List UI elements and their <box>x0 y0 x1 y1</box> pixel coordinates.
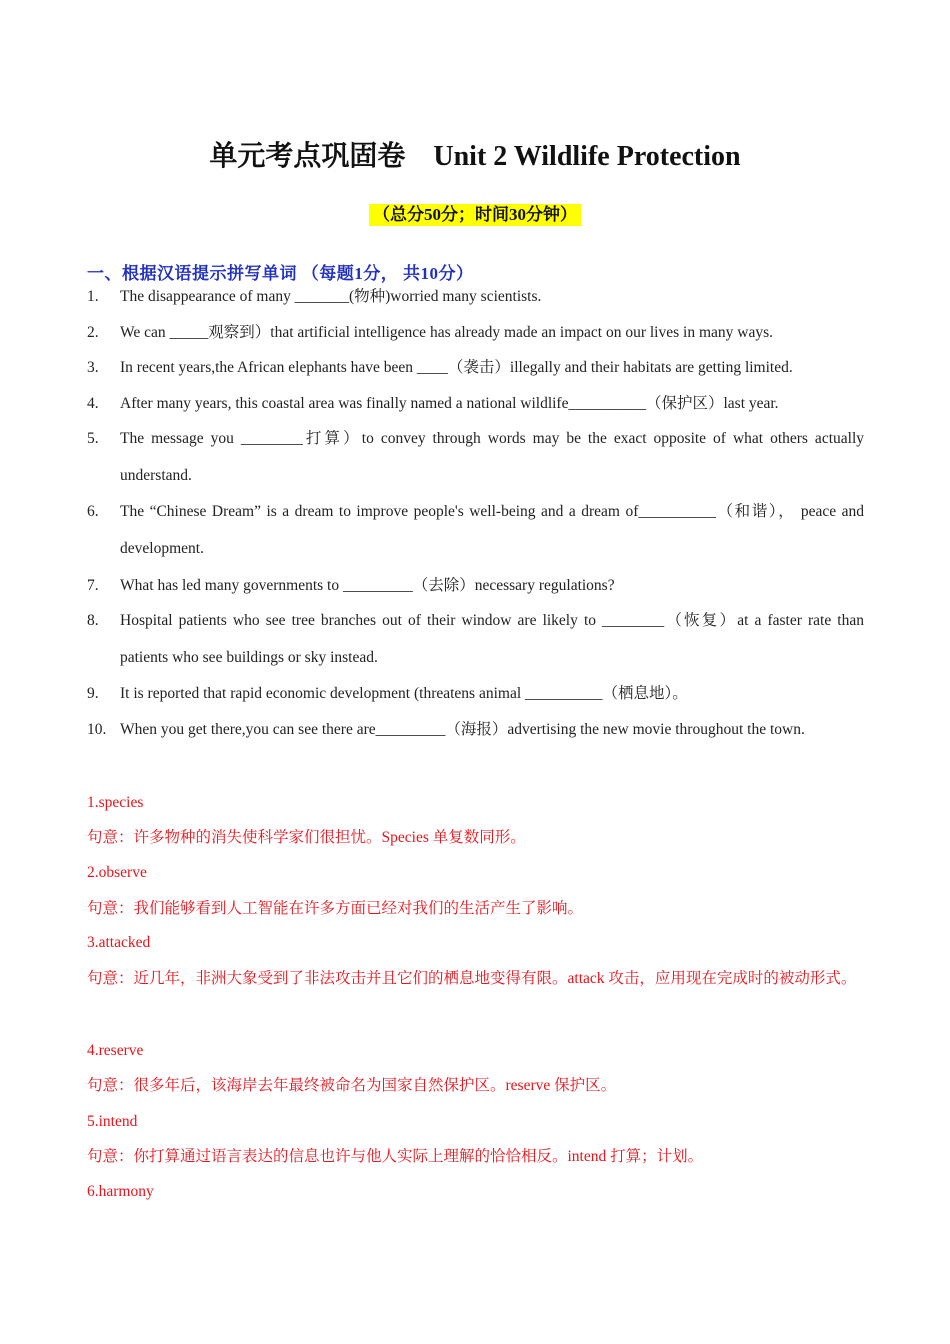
question-item <box>87 602 864 676</box>
answer-explanation: 句意：很多年后，该海岸去年最终被命名为国家自然保护区。reserve 保护区。 <box>87 1077 617 1094</box>
question-text: The disappearance of many _______(物种)worried many scientists. <box>120 288 542 305</box>
question-number: 4. <box>87 395 99 412</box>
question-text: It is reported that rapid economic development (threatens animal __________（栖息地）。 <box>120 685 688 702</box>
question-text: When you get there,you can see there are_________（海报）advertising the new movie throughout the town. <box>120 721 805 738</box>
question-number: 7. <box>87 577 99 594</box>
answer-explanation: 句意：许多物种的消失使科学家们很担忧。Species 单复数同形。 <box>87 829 526 846</box>
answer-word: 2.observe <box>87 864 147 881</box>
question-item <box>87 349 864 386</box>
question-text: What has led many governments to _________（去除）necessary regulations? <box>120 577 615 594</box>
question-number: 8. <box>87 612 99 629</box>
question-item <box>87 567 864 604</box>
answer-explanation: 句意：我们能够看到人工智能在许多方面已经对我们的生活产生了影响。 <box>87 900 584 917</box>
answer-explanation: 句意：近几年，非洲大象受到了非法攻击并且它们的栖息地变得有限。attack 攻击，应用现在完成时的被动形式。 <box>87 970 857 987</box>
question-item <box>87 420 864 494</box>
score-time-banner: （总分50分；时间30分钟） <box>369 204 581 226</box>
question-number: 5. <box>87 430 99 447</box>
question-number: 2. <box>87 324 99 341</box>
answer-word: 5.intend <box>87 1113 138 1130</box>
question-text: The message you ________打算）to convey through words may be the exact opposite of what others actually understand. <box>120 430 864 484</box>
answer-word: 6.harmony <box>87 1183 154 1200</box>
answer-word: 3.attacked <box>87 934 151 951</box>
question-item <box>87 493 864 567</box>
question-item <box>87 385 864 422</box>
answer-word: 4.reserve <box>87 1042 144 1059</box>
question-number: 9. <box>87 685 99 702</box>
question-text: In recent years,the African elephants have been ____（袭击）illegally and their habitats are getting limited. <box>120 359 793 376</box>
question-item <box>87 278 864 315</box>
question-item <box>87 675 864 712</box>
answer-word: 1.species <box>87 794 144 811</box>
question-text: Hospital patients who see tree branches out of their window are likely to ________（恢复）at a faster rate than patients who see buildings or sky instead. <box>120 612 864 666</box>
section-heading: 一、根据汉语提示拼写单词 （每题1分， 共10分） <box>87 264 474 283</box>
question-number: 6. <box>87 503 99 520</box>
page-title: 单元考点巩固卷 Unit 2 Wildlife Protection <box>209 141 741 172</box>
question-item <box>87 711 864 748</box>
answer-explanation: 句意：你打算通过语言表达的信息也许与他人实际上理解的恰恰相反。intend 打算；计划。 <box>87 1148 704 1165</box>
question-text: The “Chinese Dream” is a dream to improve people's well-being and a dream of__________（和谐）， peace and development. <box>120 503 864 557</box>
question-number: 10. <box>87 721 107 738</box>
question-number: 3. <box>87 359 99 376</box>
question-item <box>87 314 864 351</box>
question-number: 1. <box>87 288 99 305</box>
question-text: We can _____观察到）that artificial intelligence has already made an impact on our lives in many ways. <box>120 324 773 341</box>
question-text: After many years, this coastal area was finally named a national wildlife__________（保护区）last year. <box>120 395 779 412</box>
